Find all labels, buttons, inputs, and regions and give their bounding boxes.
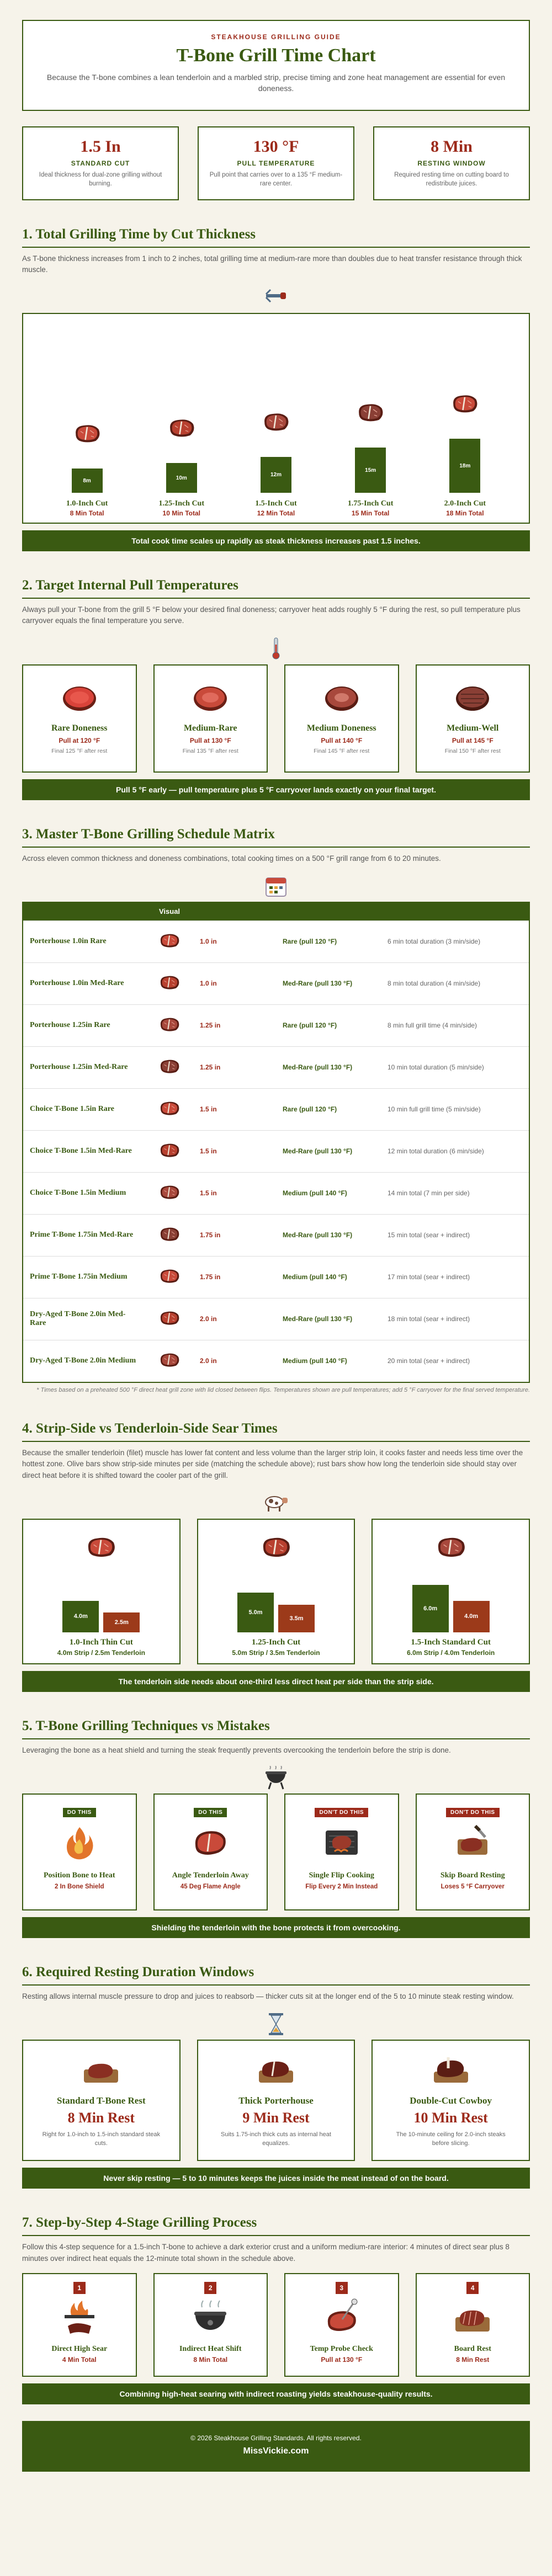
step-number-badge: 2 <box>204 2282 216 2294</box>
thickness-cell: 1.0 in <box>200 980 217 988</box>
rest-card-desc: The 10-minute ceiling for 2.0-inch steaks before slicing. <box>396 2131 506 2147</box>
bar: 10m <box>166 463 197 493</box>
page-intro: Because the T-bone combines a lean tenderloin and a marbled strip, precise timing and zone heat management are essential for even doneness. <box>46 73 506 93</box>
section-intro: Across eleven common thickness and doneness combinations, total cooking times on a 500 °F grill range from 6 to 20 minutes. <box>22 854 441 863</box>
split-card <box>22 1519 181 1664</box>
strip-bar: 6.0m <box>412 1585 449 1632</box>
steak-on-board-icon <box>23 2055 179 2089</box>
steak-icon <box>167 417 196 441</box>
schedule-table <box>22 902 530 1383</box>
time-cell: 8 min full grill time (4 min/side) <box>388 1021 477 1030</box>
steak-thumbnail-icon <box>139 1100 200 1119</box>
thickness-cell: 1.0 in <box>200 938 217 946</box>
thickness-cell: 2.0 in <box>200 1315 217 1323</box>
rest-card-title: Thick Porterhouse <box>238 2095 314 2106</box>
steak-icon <box>198 1535 354 1561</box>
time-cell: 6 min total duration (3 min/side) <box>388 938 481 946</box>
steak-thumbnail-icon <box>139 1351 200 1371</box>
do-this-badge: DO THIS <box>194 1808 227 1817</box>
cut-name-cell: Dry-Aged T-Bone 2.0in Medium <box>30 1356 136 1365</box>
cut-name: 1.0-Inch Thin Cut <box>69 1637 133 1647</box>
bar: 12m <box>261 457 291 493</box>
table-row <box>23 1214 529 1256</box>
bar-category-label: 1.75-Inch Cut <box>347 499 394 508</box>
bar-value-label: 8 Min Total <box>70 509 104 518</box>
footer-copyright: © 2026 Steakhouse Grilling Standards. All rights reserved. <box>190 2434 362 2442</box>
bar-row <box>40 393 512 493</box>
table-header <box>23 903 529 920</box>
temp-card-medium <box>284 664 399 773</box>
section-title: 7. Step-by-Step 4-Stage Grilling Process <box>22 2215 530 2236</box>
footer-site-link[interactable]: MissVickie.com <box>243 2446 309 2456</box>
section-title: 2. Target Internal Pull Temperatures <box>22 578 530 599</box>
covered-grill-icon <box>155 2298 267 2339</box>
split-bars <box>373 1585 529 1632</box>
bar-label <box>235 499 317 517</box>
target-cell: Rare (pull 120 °F) <box>283 938 337 946</box>
steak-thumbnail-icon <box>139 974 200 993</box>
hourglass-icon <box>22 2012 530 2035</box>
rest-cards <box>22 2040 530 2161</box>
stat-label: STANDARD CUT <box>71 159 130 167</box>
temp-card-rare <box>22 664 137 773</box>
target-cell: Rare (pull 120 °F) <box>283 1021 337 1030</box>
stat-desc: Required resting time on cutting board to redistribute juices. <box>394 171 509 187</box>
card-title: Medium-Well <box>447 723 499 733</box>
stat-label: RESTING WINDOW <box>417 159 486 167</box>
stat-value: 130 °F <box>253 137 299 156</box>
table-body <box>23 920 529 1382</box>
split-card-label <box>373 1638 529 1657</box>
do-this-badge: DO THIS <box>63 1808 96 1817</box>
split-detail: 6.0m Strip / 4.0m Tenderloin <box>407 1648 495 1657</box>
steak-thumbnail-icon <box>139 1142 200 1161</box>
time-cell: 18 min total (sear + indirect) <box>388 1315 470 1323</box>
cow-icon <box>22 1491 530 1514</box>
calendar-icon <box>22 874 530 897</box>
target-cell: Med-Rare (pull 130 °F) <box>283 1063 353 1072</box>
section-banner: Shielding the tenderloin with the bone protects it from overcooking. <box>22 1917 530 1938</box>
bar: 18m <box>449 439 480 493</box>
stat-desc: Ideal thickness for dual-zone grilling without burning. <box>39 171 162 187</box>
bar-value-label: 10 Min Total <box>162 509 200 518</box>
bar-category-label: 1.5-Inch Cut <box>255 499 297 508</box>
table-row <box>23 962 529 1004</box>
bar-label <box>46 499 129 517</box>
bar-category-label: 2.0-Inch Cut <box>444 499 486 508</box>
col-header-visual: Visual <box>158 907 181 916</box>
technique-card <box>416 1793 530 1910</box>
target-cell: Med-Rare (pull 130 °F) <box>283 1315 353 1323</box>
time-cell: 15 min total (sear + indirect) <box>388 1231 470 1239</box>
section-title: 1. Total Grilling Time by Cut Thickness <box>22 227 530 248</box>
hero-header <box>22 20 530 111</box>
bar-category-label: 1.0-Inch Cut <box>66 499 108 508</box>
target-cell: Med-Rare (pull 130 °F) <box>283 1231 353 1239</box>
thickness-cell: 2.0 in <box>200 1357 217 1365</box>
steak-rare-icon <box>60 706 99 715</box>
steak-icon <box>356 402 385 425</box>
section-banner: Pull 5 °F early — pull temperature plus 5 °F carryover lands exactly on your final target. <box>22 779 530 800</box>
steak-medium-rare-icon <box>191 706 230 715</box>
split-card-label <box>198 1638 354 1657</box>
rest-card-title: Standard T-Bone Rest <box>57 2095 146 2106</box>
table-row <box>23 1046 529 1088</box>
thickness-cell: 1.25 in <box>200 1021 221 1030</box>
tenderloin-bar: 2.5m <box>103 1612 140 1632</box>
footer <box>22 2421 530 2472</box>
section-banner: Total cook time scales up rapidly as steak thickness increases past 1.5 inches. <box>22 530 530 551</box>
cut-name-cell: Porterhouse 1.25in Rare <box>30 1021 110 1030</box>
steak-icon <box>450 393 479 417</box>
step-number-badge: 4 <box>466 2282 479 2294</box>
section-title: 4. Strip-Side vs Tenderloin-Side Sear Times <box>22 1421 530 1442</box>
thickness-cell: 1.5 in <box>200 1147 217 1156</box>
card-final: Final 135 °F after rest <box>182 747 238 754</box>
rest-card-desc: Right for 1.0-inch to 1.5-inch standard steak cuts. <box>42 2131 161 2147</box>
technique-detail: 2 In Bone Shield <box>55 1883 104 1891</box>
steak-thumbnail-icon <box>139 1226 200 1245</box>
split-cards <box>22 1519 530 1664</box>
time-cell: 20 min total (sear + indirect) <box>388 1357 470 1365</box>
split-card <box>371 1519 530 1664</box>
stat-label: PULL TEMPERATURE <box>237 159 315 167</box>
card-title: Rare Doneness <box>51 723 108 733</box>
bar-label <box>329 499 412 517</box>
cut-name-cell: Choice T-Bone 1.5in Med-Rare <box>30 1147 132 1156</box>
bar-labels <box>40 499 512 517</box>
table-row <box>23 1256 529 1298</box>
technique-name: Angle Tenderloin Away <box>172 1871 249 1880</box>
rest-card-value: 8 Min Rest <box>67 2110 135 2126</box>
split-card-label <box>23 1638 179 1657</box>
time-cell: 12 min total duration (6 min/side) <box>388 1147 484 1156</box>
section-title: 6. Required Resting Duration Windows <box>22 1965 530 1986</box>
temp-card-medium-rare <box>153 664 268 773</box>
steak-icon <box>262 411 290 435</box>
section-title: 5. T-Bone Grilling Techniques vs Mistakes <box>22 1718 530 1739</box>
target-cell: Med-Rare (pull 130 °F) <box>283 980 353 988</box>
technique-detail: 45 Deg Flame Angle <box>180 1883 241 1891</box>
table-row <box>23 1340 529 1382</box>
card-final: Final 150 °F after rest <box>444 747 501 754</box>
stat-value: 8 Min <box>431 137 473 156</box>
steak-thumbnail-icon <box>139 1058 200 1077</box>
target-cell: Medium (pull 140 °F) <box>283 1273 347 1281</box>
rest-card <box>371 2040 530 2161</box>
temp-cards <box>22 664 530 773</box>
bar-column <box>423 393 506 493</box>
section-intro: Always pull your T-bone from the grill 5 °F below your desired final doneness; carryover heat adds roughly 5 °F during the rest, so pull temperature plus carryover equals the final temperature you serve. <box>22 605 521 625</box>
bar-label <box>140 499 223 517</box>
steak-icon <box>155 1823 267 1864</box>
cut-name-cell: Choice T-Bone 1.5in Medium <box>30 1189 126 1197</box>
rest-card-value: 10 Min Rest <box>413 2110 488 2126</box>
stats-row <box>22 126 530 200</box>
table-footnote: * Times based on a preheated 500 °F direct heat grill zone with lid closed between flips. Temperatures shown are pull temperatures; add 5 °F carryover for the final served temperature. <box>36 1386 530 1393</box>
cut-name-cell: Porterhouse 1.0in Rare <box>30 937 107 946</box>
bar-column <box>46 423 129 493</box>
thickness-cell: 1.75 in <box>200 1231 221 1239</box>
table-row <box>23 1004 529 1046</box>
rest-card <box>197 2040 355 2161</box>
split-detail: 5.0m Strip / 3.5m Tenderloin <box>232 1648 320 1657</box>
bar-value-label: 15 Min Total <box>351 509 390 518</box>
step-name: Direct High Sear <box>51 2344 108 2353</box>
step-detail: 8 Min Rest <box>456 2355 490 2364</box>
step-number-badge: 1 <box>73 2282 86 2294</box>
steak-thumbnail-icon <box>139 1268 200 1287</box>
bar: 8m <box>72 469 103 493</box>
technique-card <box>153 1793 268 1910</box>
cut-name-cell: Porterhouse 1.0in Med-Rare <box>30 979 124 988</box>
temp-card-medium-well <box>416 664 530 773</box>
technique-name: Position Bone to Heat <box>44 1871 115 1880</box>
step-card <box>22 2273 137 2377</box>
split-bars <box>23 1601 179 1632</box>
dont-do-this-badge: DON'T DO THIS <box>446 1808 500 1817</box>
split-detail: 4.0m Strip / 2.5m Tenderloin <box>57 1648 145 1657</box>
time-cell: 14 min total (7 min per side) <box>388 1189 470 1197</box>
section-intro: Because the smaller tenderloin (filet) muscle has lower fat content and less volume than the larger strip loin, it cooks faster and needs less time over the hottest zone. Olive bars show strip-side minutes per side (matching the schedule above); rust bars show how long the tenderloin side should stay over direct heat before it is shifted toward the cooler part of the grill. <box>22 1449 523 1479</box>
steak-icon <box>73 423 102 446</box>
bar-column <box>140 417 223 493</box>
bar-column <box>235 411 317 493</box>
steak-icon <box>373 1535 529 1561</box>
strip-bar: 5.0m <box>237 1593 274 1632</box>
card-pull: Pull at 140 °F <box>321 736 363 744</box>
time-cell: 17 min total (sear + indirect) <box>388 1273 470 1281</box>
time-cell: 8 min total duration (4 min/side) <box>388 980 481 988</box>
cutting-board-icon <box>417 2298 529 2339</box>
section-intro: Resting allows internal muscle pressure to drop and juices to reabsorb — thicker cuts sit at the longer end of the 5 to 10 minute steak resting window. <box>22 1992 514 2001</box>
technique-name: Single Flip Cooking <box>309 1871 374 1880</box>
technique-name: Skip Board Resting <box>440 1871 505 1880</box>
step-cards <box>22 2273 530 2377</box>
temp-probe-icon <box>285 2298 398 2339</box>
card-pull: Pull at 120 °F <box>59 736 100 744</box>
stat-card <box>373 126 530 200</box>
step-name: Indirect Heat Shift <box>179 2344 242 2353</box>
kicker: STEAKHOUSE GRILLING GUIDE <box>211 33 341 41</box>
step-card <box>153 2273 268 2377</box>
step-card <box>416 2273 530 2377</box>
flame-icon <box>23 1823 136 1864</box>
technique-card <box>22 1793 137 1910</box>
grill-grate-icon <box>285 1823 398 1864</box>
page-title: T-Bone Grill Time Chart <box>176 45 376 66</box>
table-row <box>23 1130 529 1172</box>
table-row <box>23 920 529 962</box>
thermometer-icon <box>22 637 530 660</box>
table-row <box>23 1088 529 1130</box>
split-card <box>197 1519 355 1664</box>
section-intro: Leveraging the bone as a heat shield and turning the steak frequently prevents overcooking the tenderloin before the strip is done. <box>22 1745 451 1754</box>
steak-on-board-icon <box>198 2055 354 2089</box>
steak-thumbnail-icon <box>139 1016 200 1035</box>
card-final: Final 145 °F after rest <box>314 747 370 754</box>
steak-thumbnail-icon <box>139 932 200 951</box>
step-detail: 4 Min Total <box>62 2355 97 2364</box>
step-detail: Pull at 130 °F <box>321 2355 363 2364</box>
rest-card-desc: Suits 1.75-inch thick cuts as internal heat equalizes. <box>221 2131 331 2147</box>
bar-value-label: 12 Min Total <box>257 509 295 518</box>
target-cell: Med-Rare (pull 130 °F) <box>283 1147 353 1156</box>
section-banner: Never skip resting — 5 to 10 minutes keeps the juices inside the meat instead of on the board. <box>22 2168 530 2189</box>
cut-name-cell: Prime T-Bone 1.75in Medium <box>30 1273 128 1281</box>
thickness-bar-chart <box>22 313 530 524</box>
time-cell: 10 min total duration (5 min/side) <box>388 1063 484 1072</box>
tenderloin-bar: 3.5m <box>278 1605 315 1632</box>
cut-name-cell: Dry-Aged T-Bone 2.0in Med-Rare <box>30 1310 126 1328</box>
cut-name: 1.25-Inch Cut <box>251 1637 301 1647</box>
section-intro: Follow this 4-step sequence for a 1.5-inch T-bone to achieve a dark exterior crust and a uniform medium-rare interior: 4 minutes of direct sear plus 8 minutes over indirect heat equals the 12-minute total shown in the schedule above. <box>22 2243 509 2263</box>
grill-tongs-icon <box>22 285 530 308</box>
thickness-cell: 1.5 in <box>200 1189 217 1197</box>
section-intro: As T-bone thickness increases from 1 inch to 2 inches, total grilling time at medium-rare more than doubles due to heat transfer resistance through thick muscle. <box>22 254 522 274</box>
cutting-board-icon <box>417 1823 529 1864</box>
bar: 15m <box>355 448 386 493</box>
card-title: Medium-Rare <box>183 723 237 733</box>
technique-card <box>284 1793 399 1910</box>
split-bars <box>198 1593 354 1632</box>
table-row <box>23 1298 529 1340</box>
stat-card <box>198 126 354 200</box>
thickness-cell: 1.5 in <box>200 1105 217 1114</box>
cut-name-cell: Porterhouse 1.25in Med-Rare <box>30 1063 128 1072</box>
technique-cards <box>22 1793 530 1910</box>
dont-do-this-badge: DON'T DO THIS <box>315 1808 368 1817</box>
tenderloin-bar: 4.0m <box>453 1601 490 1632</box>
time-cell: 10 min full grill time (5 min/side) <box>388 1105 481 1114</box>
stat-desc: Pull point that carries over to a 135 °F medium-rare center. <box>209 171 343 187</box>
steak-on-board-icon <box>373 2055 529 2089</box>
steak-icon <box>23 1535 179 1561</box>
steak-thumbnail-icon <box>139 1310 200 1329</box>
target-cell: Medium (pull 140 °F) <box>283 1189 347 1197</box>
grill-icon <box>22 1766 530 1789</box>
technique-detail: Flip Every 2 Min Instead <box>305 1883 378 1891</box>
section-banner: The tenderloin side needs about one-third less direct heat per side than the strip side. <box>22 1671 530 1692</box>
bar-value-label: 18 Min Total <box>446 509 484 518</box>
rest-card <box>22 2040 181 2161</box>
step-card <box>284 2273 399 2377</box>
bar-label <box>423 499 506 517</box>
steak-medium-icon <box>322 706 361 715</box>
cut-name: 1.5-Inch Standard Cut <box>411 1637 491 1647</box>
table-row <box>23 1172 529 1214</box>
flame-sear-icon <box>23 2298 136 2339</box>
step-name: Board Rest <box>454 2344 491 2353</box>
steak-thumbnail-icon <box>139 1184 200 1203</box>
rest-card-value: 9 Min Rest <box>242 2110 310 2126</box>
bar-category-label: 1.25-Inch Cut <box>158 499 205 508</box>
strip-bar: 4.0m <box>62 1601 99 1632</box>
card-pull: Pull at 145 °F <box>452 736 493 744</box>
stat-card <box>22 126 179 200</box>
section-banner: Combining high-heat searing with indirect roasting yields steakhouse-quality results. <box>22 2383 530 2404</box>
stat-value: 1.5 In <box>80 137 121 156</box>
card-title: Medium Doneness <box>306 723 376 733</box>
bar-column <box>329 402 412 493</box>
technique-detail: Loses 5 °F Carryover <box>440 1883 505 1891</box>
step-name: Temp Probe Check <box>310 2344 373 2353</box>
cut-name-cell: Prime T-Bone 1.75in Med-Rare <box>30 1231 134 1239</box>
step-number-badge: 3 <box>336 2282 348 2294</box>
target-cell: Medium (pull 140 °F) <box>283 1357 347 1365</box>
steak-medium-well-icon <box>453 706 492 715</box>
step-detail: 8 Min Total <box>193 2355 228 2364</box>
rest-card-title: Double-Cut Cowboy <box>410 2095 492 2106</box>
target-cell: Rare (pull 120 °F) <box>283 1105 337 1114</box>
cut-name-cell: Choice T-Bone 1.5in Rare <box>30 1105 114 1114</box>
card-pull: Pull at 130 °F <box>189 736 231 744</box>
thickness-cell: 1.75 in <box>200 1273 221 1281</box>
section-title: 3. Master T-Bone Grilling Schedule Matrix <box>22 827 530 848</box>
card-final: Final 125 °F after rest <box>51 747 108 754</box>
thickness-cell: 1.25 in <box>200 1063 221 1072</box>
